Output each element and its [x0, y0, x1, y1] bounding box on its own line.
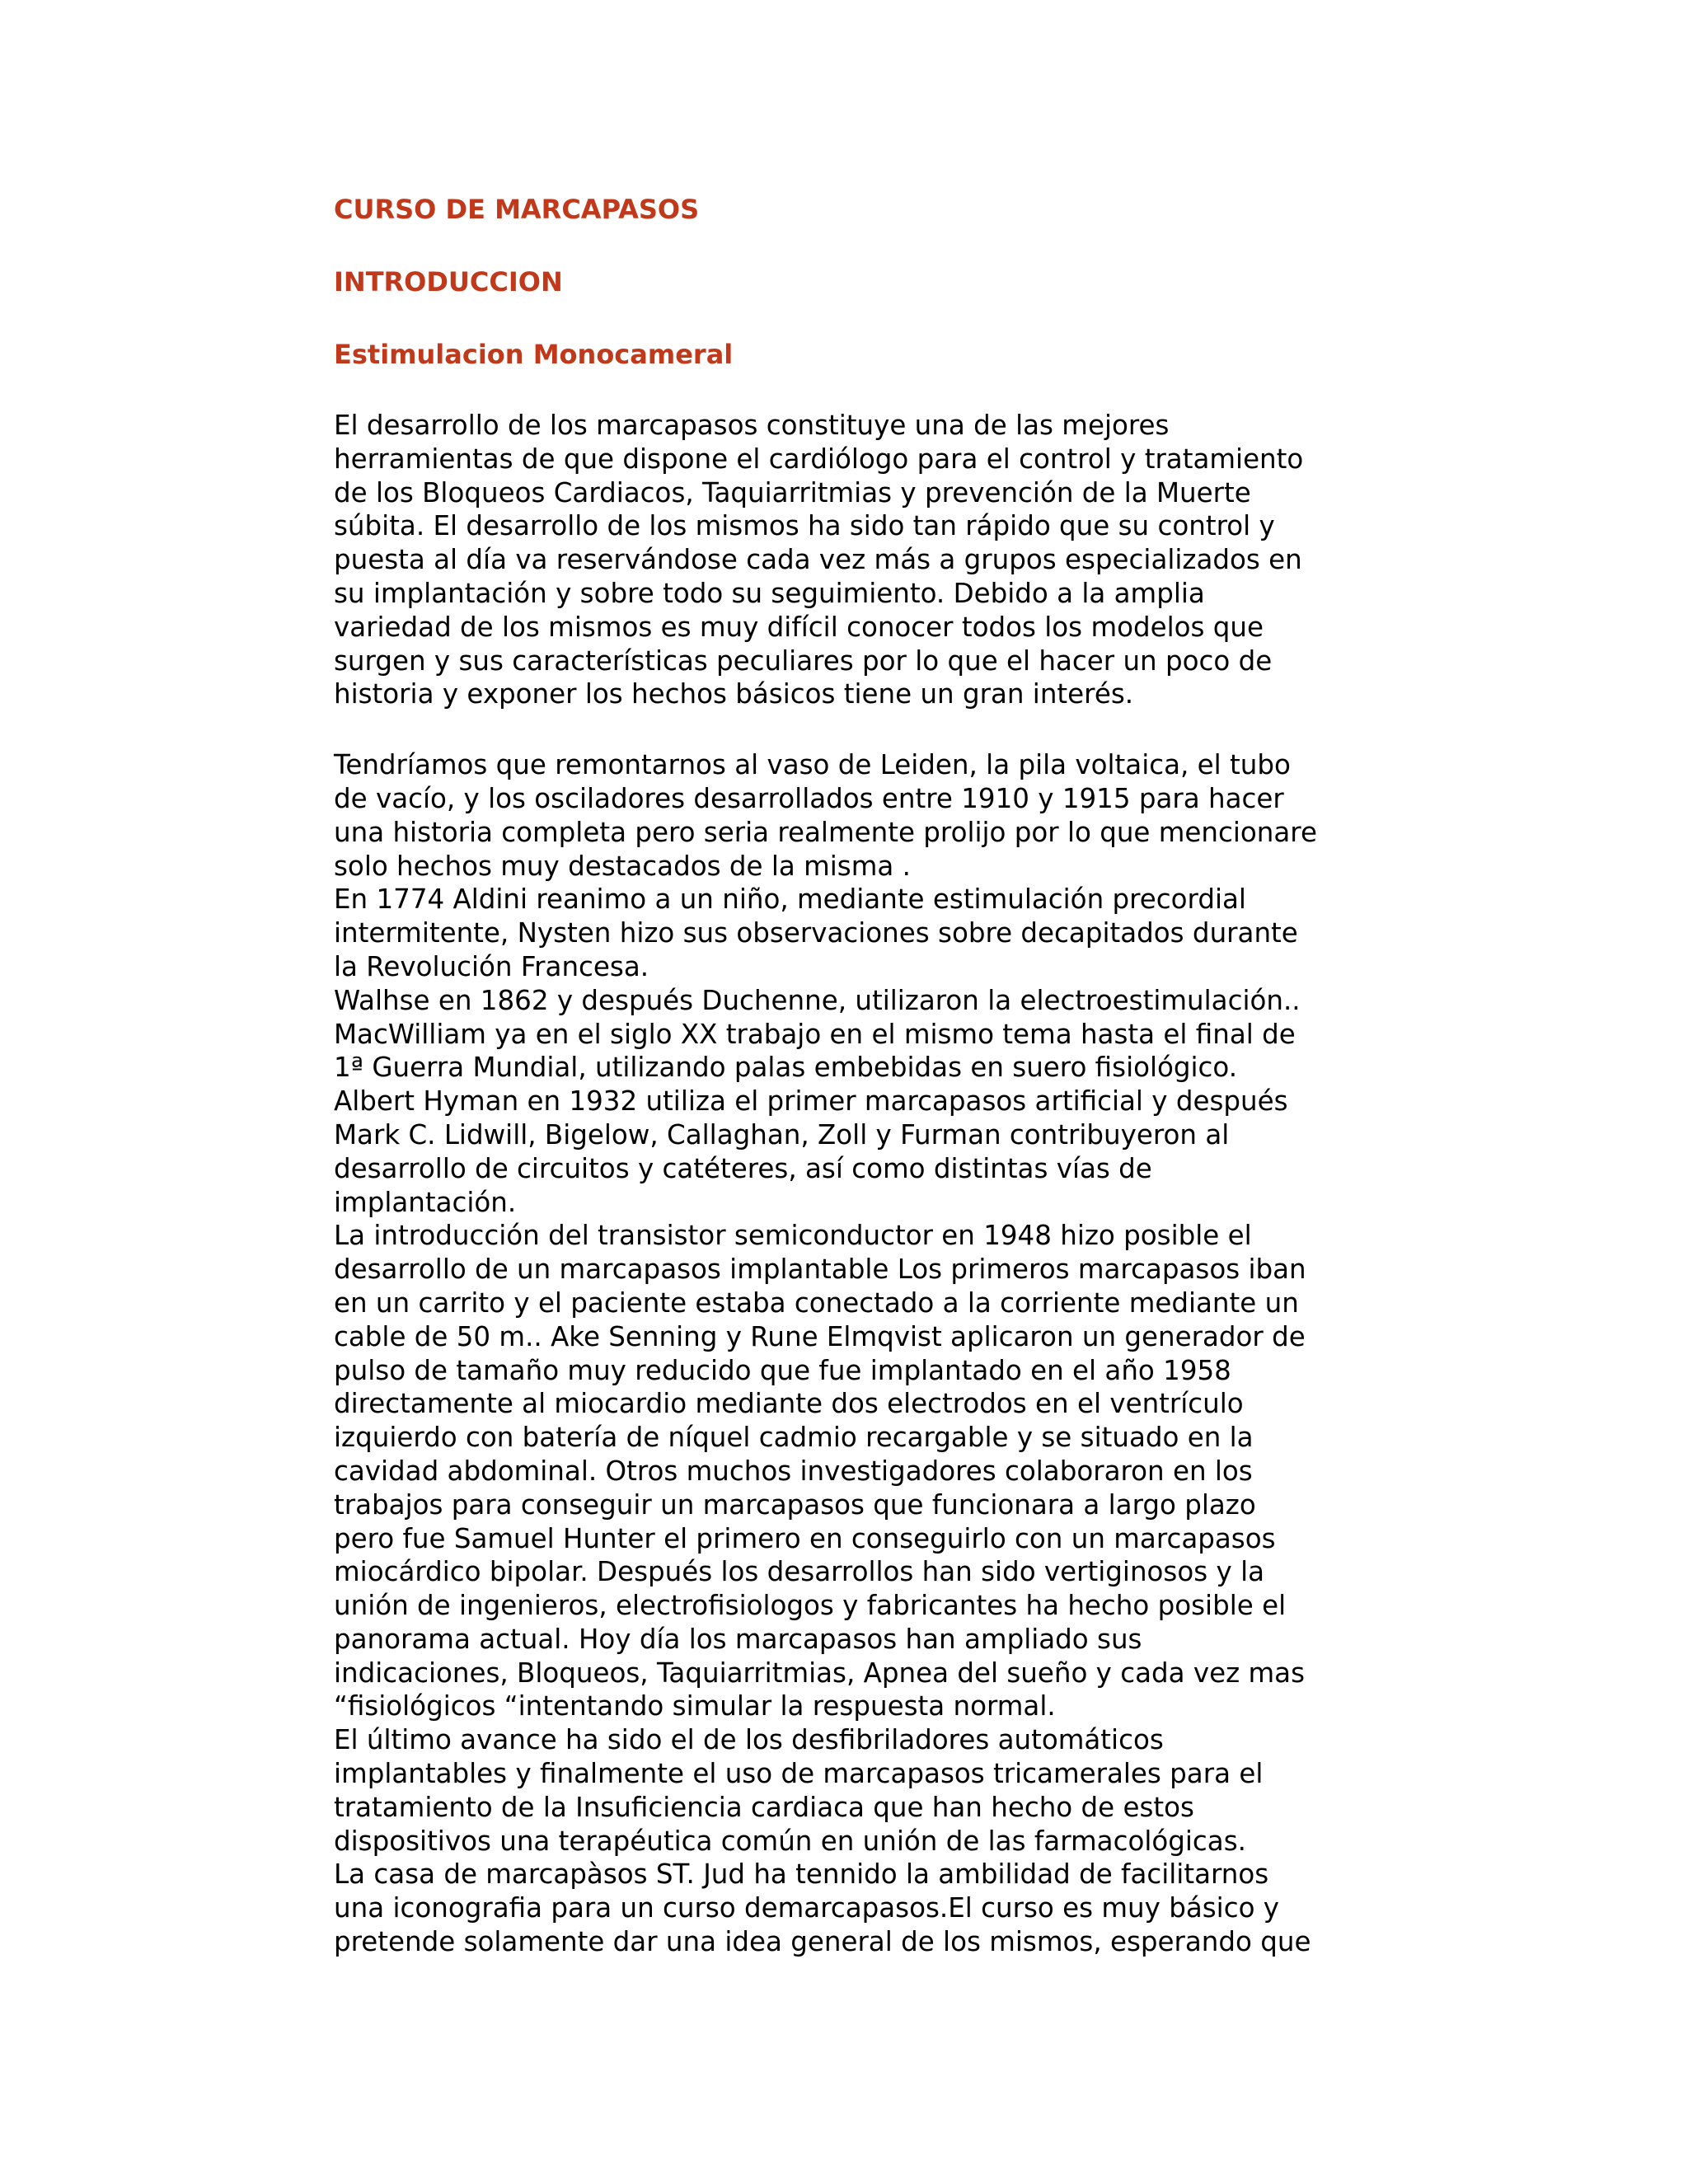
- text-line: implantables y finalmente el uso de marcapasos tricamerales para el: [334, 1758, 1264, 1790]
- text-line: La introducción del transistor semiconductor en 1948 hizo posible el: [334, 1220, 1252, 1252]
- text-line: súbita. El desarrollo de los mismos ha sido tan rápido que su control y: [334, 510, 1275, 542]
- subsection-heading: Estimulacion Monocameral: [334, 339, 734, 370]
- text-line: Tendríamos que remontarnos al vaso de Leiden, la pila voltaica, el tubo: [334, 749, 1291, 781]
- text-line: herramientas de que dispone el cardiólogo para el control y tratamiento: [334, 443, 1304, 475]
- text-line: cable de 50 m.. Ake Senning y Rune Elmqvist aplicaron un generador de: [334, 1320, 1306, 1352]
- text-line: En 1774 Aldini reanimo a un niño, mediante estimulación precordial: [334, 883, 1246, 916]
- text-line: pulso de tamaño muy reducido que fue implantado en el año 1958: [334, 1354, 1231, 1386]
- text-line: desarrollo de circuitos y catéteres, así como distintas vías de: [334, 1152, 1152, 1184]
- text-line: una historia completa pero seria realmente prolijo por lo que mencionare: [334, 816, 1317, 848]
- text-line: MacWilliam ya en el siglo XX trabajo en el mismo tema hasta el final de: [334, 1018, 1296, 1050]
- text-line: El desarrollo de los marcapasos constituye una de las mejores: [334, 410, 1170, 441]
- text-line: miocárdico bipolar. Después los desarrollos han sido vertiginosos y la: [334, 1556, 1265, 1588]
- paragraph-history: [334, 748, 1364, 1959]
- text-line: pero fue Samuel Hunter el primero en conseguirlo con un marcapasos: [334, 1522, 1276, 1554]
- section-heading: INTRODUCCION: [334, 266, 563, 298]
- text-line: trabajos para conseguir un marcapasos que funcionara a largo plazo: [334, 1488, 1256, 1521]
- text-line: de los Bloqueos Cardiacos, Taquiarritmias y prevención de la Muerte: [334, 476, 1251, 509]
- text-line: panorama actual. Hoy día los marcapasos han ampliado sus: [334, 1623, 1142, 1655]
- text-line: intermitente, Nysten hizo sus observaciones sobre decapitados durante: [334, 917, 1298, 949]
- text-line: una iconografia para un curso demarcapasos.El curso es muy básico y: [334, 1892, 1280, 1924]
- text-line: en un carrito y el paciente estaba conectado a la corriente mediante un: [334, 1286, 1299, 1319]
- document-page: [334, 191, 1364, 1959]
- text-line: izquierdo con batería de níquel cadmio recargable y se situado en la: [334, 1422, 1254, 1454]
- text-line: la Revolución Francesa.: [334, 950, 649, 982]
- text-line: 1ª Guerra Mundial, utilizando palas embebidas en suero fisiológico.: [334, 1052, 1238, 1084]
- text-line: unión de ingenieros, electrofisiologos y fabricantes ha hecho posible el: [334, 1590, 1287, 1622]
- text-line: de vacío, y los osciladores desarrollados entre 1910 y 1915 para hacer: [334, 782, 1284, 814]
- text-line: Mark C. Lidwill, Bigelow, Callaghan, Zoll y Furman contribuyeron al: [334, 1118, 1230, 1151]
- text-line: su implantación y sobre todo su seguimiento. Debido a la amplia: [334, 577, 1205, 609]
- text-line: tratamiento de la Insuficiencia cardiaca que han hecho de estos: [334, 1791, 1194, 1823]
- text-line: pretende solamente dar una idea general de los mismos, esperando que: [334, 1926, 1311, 1958]
- text-line: historia y exponer los hechos básicos tiene un gran interés.: [334, 678, 1134, 710]
- text-line: directamente al miocardio mediante dos electrodos en el ventrículo: [334, 1388, 1244, 1420]
- text-line: La casa de marcapàsos ST. Jud ha tennido la ambilidad de facilitarnos: [334, 1858, 1269, 1891]
- text-line: puesta al día va reservándose cada vez más a grupos especializados en: [334, 544, 1302, 576]
- text-line: El último avance ha sido el de los desfibriladores automáticos: [334, 1724, 1164, 1756]
- text-line: implantación.: [334, 1186, 517, 1218]
- paragraph-spacer: [334, 711, 1364, 748]
- paragraph-intro: [334, 409, 1364, 711]
- text-line: cavidad abdominal. Otros muchos investigadores colaboraron en los: [334, 1455, 1253, 1487]
- text-line: solo hechos muy destacados de la misma .: [334, 850, 911, 882]
- text-line: Albert Hyman en 1932 utiliza el primer marcapasos artificial y después: [334, 1085, 1288, 1118]
- text-line: “fisiológicos “intentando simular la respuesta normal.: [334, 1690, 1056, 1722]
- text-line: dispositivos una terapéutica común en unión de las farmacológicas.: [334, 1825, 1246, 1857]
- text-line: Walhse en 1862 y después Duchenne, utilizaron la electroestimulación..: [334, 984, 1301, 1016]
- text-line: desarrollo de un marcapasos implantable Los primeros marcapasos iban: [334, 1254, 1306, 1286]
- text-line: surgen y sus características peculiares por lo que el hacer un poco de: [334, 644, 1273, 677]
- text-line: indicaciones, Bloqueos, Taquiarritmias, Apnea del sueño y cada vez mas: [334, 1657, 1306, 1689]
- document-title: CURSO DE MARCAPASOS: [334, 194, 700, 225]
- text-line: variedad de los mismos es muy difícil conocer todos los modelos que: [334, 611, 1264, 643]
